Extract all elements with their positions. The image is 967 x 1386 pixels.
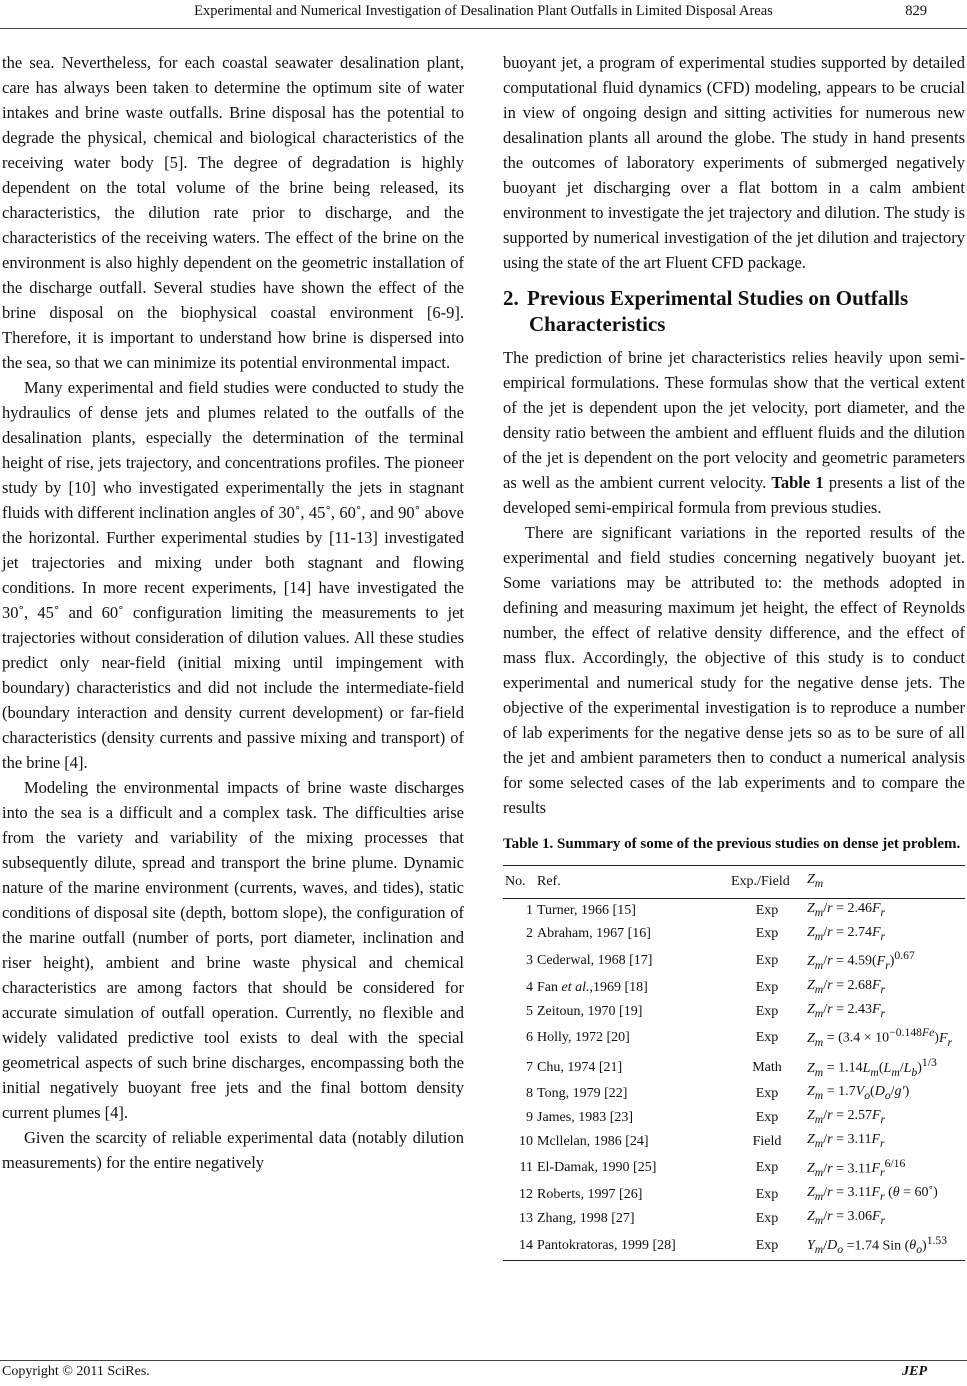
- cell-no: 3: [526, 953, 533, 969]
- s2-a-text: The prediction of brine jet characteristics relies heavily upon semi-empirical formulations. These formulas show that the vertical extent of the jet is dependent upon the jet velocity, port diameter, and the density ratio between the ambient and effluent fluids and the dilution of the jet is dependent on the port velocity and geometric parameters as well as the ambient current velocity.: [503, 348, 965, 492]
- journal-abbrev: JEP: [902, 1364, 927, 1379]
- section-title-line1: Previous Experimental Studies on Outfalls: [527, 286, 909, 310]
- cell-ref: Zeitoun, 1970 [19]: [537, 1003, 643, 1019]
- table-row: [503, 1000, 965, 1024]
- table-caption: Table 1. Summary of some of the previous studies on dense jet problem.: [503, 836, 961, 852]
- cell-ref: James, 1983 [23]: [537, 1110, 634, 1126]
- cell-zm: $Z_m/r = 3.11F_r^{6/16}$: [807, 1156, 906, 1180]
- running-title: Experimental and Numerical Investigation of Desalination Plant Outfalls in Limited Disposal Areas: [194, 3, 773, 19]
- table-row: [503, 976, 965, 1000]
- cell-ref: Cederwal, 1968 [17]: [537, 953, 653, 969]
- cell-ref: Turner, 1966 [15]: [537, 902, 636, 918]
- table-row: [503, 1106, 965, 1130]
- cell-no: 5: [526, 1003, 533, 1019]
- cell-ref: El-Damak, 1990 [25]: [537, 1160, 657, 1176]
- table-row: [503, 923, 965, 947]
- cell-ref: Holly, 1972 [20]: [537, 1030, 630, 1046]
- paragraph-2: Many experimental and field studies were conducted to study the hydraulics of dense jets and plumes related to the outfalls of the desalination plants, especially the determination of the terminal height of rise, jets trajectory, and concentrations profiles. The pioneer study by [10] who investigated experimentally the jets in stagnant fluids with different inclination angles of 30˚, 45˚, 60˚, and 90˚ above the horizontal. Further experimental studies by [11-13] investigated jet trajectories and mixing under both stagnant and flowing conditions. In more recent experiments, [14] have investigated the 30˚, 45˚ and 60˚ configuration limiting the measurements to jet trajectories without consideration of dilution values. All these studies predict only near-field (initial mixing until impingement with boundary) characteristics and did not include the intermediate-field (boundary interaction and density current development) or far-field characteristics (density currents and passive mixing and transport) of the brine [4].: [2, 378, 464, 772]
- cell-ref: Zhang, 1998 [27]: [537, 1210, 635, 1226]
- cell-zm: $Z_m/r = 2.46F_r$: [807, 900, 886, 919]
- cell-ref: Pantokratoras, 1999 [28]: [535, 1231, 729, 1261]
- header-zm: $Z_m$: [805, 866, 965, 899]
- cell-type: Exp: [755, 953, 779, 969]
- table-row: [503, 1082, 965, 1106]
- cell-no: 9: [526, 1110, 533, 1126]
- cell-no: 10: [519, 1133, 533, 1149]
- paragraph-3: Modeling the environmental impacts of brine waste discharges into the sea is a difficult and a complex task. The difficulties arise from the variety and variability of the mixing processes that subsequently dilute, spread and transport the brine plume. Dynamic nature of the marine environment (currents, waves, and tides), static conditions of disposal site (depth, bottom slope), the configuration of the marine outfall (number of ports, port diameter, inclination and riser height), ambient and brine waste physical and chemical characteristics are among factors that should be considered for accurate simulation of outfall operation. Currently, no flexible and widely validated predictive tool exists to deal with the special geometrical aspects of such brine discharges, encompassing both the initial negatively buoyant free jets and the final bottom density current plumes [4].: [2, 778, 464, 1122]
- cell-no: 8: [526, 1086, 533, 1102]
- header-no: No.: [503, 866, 535, 899]
- s2-a-text-end: presents a list of the developed semi-empirical formula from previous studies.: [503, 473, 965, 517]
- table-row: [503, 1023, 965, 1052]
- table-reference: Table 1: [771, 473, 824, 492]
- cell-type: Exp: [755, 1003, 779, 1019]
- table-row: [503, 1154, 965, 1183]
- right-column: [503, 50, 965, 1261]
- cell-no: 14: [503, 1231, 535, 1261]
- cell-no: 1: [526, 902, 533, 918]
- header-ref: Ref.: [535, 866, 729, 899]
- cell-type: Math: [752, 1059, 782, 1075]
- cell-no: 7: [526, 1059, 533, 1075]
- paragraph-s2-a: [503, 345, 965, 520]
- table-row: [503, 898, 965, 922]
- paragraph-1: the sea. Nevertheless, for each coastal seawater desalination plant, care has always been taken to determine the optimum site of water intakes and brine waste outfalls. Brine disposal has the potential to degrade the physical, chemical and biological characteristics of the receiving water body [5]. The degree of degradation is highly dependent on the total volume of the brine being released, its characteristics, the dilution rate prior to discharge, and the characteristics of the receiving waters. The effect of the brine on the environment is also highly dependent on the geometric installation of the discharge outfall. Several studies have shown the effect of the brine disposal on the biophysical coastal environment [6-9]. Therefore, it is important to understand how brine is dispersed into the sea, so that we can minimize its potential environmental impact.: [2, 53, 464, 372]
- cell-ref: Fan et al.,1969 [18]: [537, 979, 648, 995]
- section-title-line2: Characteristics: [529, 312, 666, 336]
- cell-zm: $Y_m/D_o =1.74$ Sin $(\theta_o)^{1.53}$: [805, 1231, 965, 1261]
- cell-type: Exp: [755, 1086, 779, 1102]
- cell-zm: $Z_m/r = 2.68F_r$: [807, 977, 886, 996]
- table-row: [503, 1130, 965, 1154]
- paragraph-intro: buoyant jet, a program of experimental studies supported by detailed computational fluid dynamics (CFD) modeling, appears to be crucial in view of ongoing design and sitting activities for numerous new desalination plants all around the globe. The study in hand presents the outcomes of laboratory experiments of submerged negatively buoyant jet discharging over a flat bottom in a calm ambient environment to investigate the jet trajectory and dilution. The study is supported by numerical investigation of the jet dilution and trajectory using the state of the art Fluent CFD package.: [503, 53, 965, 272]
- cell-no: 12: [519, 1187, 533, 1203]
- table-1: [503, 865, 965, 1261]
- cell-no: 6: [526, 1030, 533, 1046]
- cell-type: Exp: [755, 1110, 779, 1126]
- cell-type: Exp: [755, 1187, 779, 1203]
- cell-zm: $Z_m/r = 3.11F_r$: [807, 1131, 885, 1150]
- cell-no: 11: [519, 1160, 533, 1176]
- cell-no: 13: [519, 1210, 533, 1226]
- cell-type: Exp: [755, 979, 779, 995]
- cell-ref: Tong, 1979 [22]: [537, 1086, 628, 1102]
- cell-zm: $Z_m/r = 2.57F_r$: [807, 1108, 886, 1126]
- running-head: [0, 0, 967, 30]
- cell-zm: $Z_m/r = 3.06F_r$: [807, 1208, 886, 1227]
- cell-ref: Roberts, 1997 [26]: [537, 1187, 643, 1203]
- paragraph-4: Given the scarcity of reliable experimental data (notably dilution measurements) for the entire negatively: [2, 1128, 464, 1172]
- table-row: [503, 1183, 965, 1207]
- table-row: [503, 946, 965, 975]
- header-rule: [0, 28, 967, 29]
- cell-ref: Mcllelan, 1986 [24]: [537, 1133, 649, 1149]
- table-row: [503, 1053, 965, 1082]
- paragraph-s2-b: There are significant variations in the reported results of the experimental and field studies concerning negatively buoyant jet. Some variations may be attributed to: the methods adopted in defining and measuring maximum jet height, the effect of Reynolds number, the effect of relative density difference, and the effect of mass flux. Accordingly, the objective of this study is to conduct experimental and numerical study for the negative dense jets. The objective of the experimental investigation is to reproduce a number of lab experiments for the negative dense jets so as to be sure of all the jet and ambient parameters then to conduct a numerical analysis for some selected cases of the lab experiments and to compare the results: [503, 523, 965, 817]
- section-heading: [503, 285, 965, 337]
- table-row: [503, 1207, 965, 1231]
- cell-ref: Abraham, 1967 [16]: [537, 926, 651, 942]
- left-column: [2, 50, 464, 1175]
- cell-no: 2: [526, 926, 533, 942]
- cell-type: Exp: [755, 902, 779, 918]
- cell-zm: $Z_m = 1.14L_m(L_m/L_b)^{1/3}$: [807, 1055, 937, 1079]
- cell-zm: $Z_m/r = 4.59(F_r)^{0.67}$: [807, 949, 915, 972]
- cell-type: Exp: [755, 1160, 779, 1176]
- cell-type: Exp: [755, 926, 779, 942]
- footer-rule: [0, 1360, 967, 1361]
- cell-ref: Chu, 1974 [21]: [537, 1059, 623, 1075]
- cell-type: Field: [752, 1133, 782, 1149]
- cell-zm: $Z_m/r = 3.11F_r$ (θ = 60˚): [807, 1185, 938, 1203]
- copyright: Copyright © 2011 SciRes.: [2, 1364, 150, 1379]
- cell-type: Exp: [755, 1030, 779, 1046]
- cell-zm: $Z_m/r = 2.74F_r$: [807, 924, 886, 943]
- cell-type: Exp: [755, 1210, 779, 1226]
- cell-zm: $Z_m/r = 2.43F_r$: [807, 1001, 886, 1020]
- cell-type: Exp: [729, 1231, 805, 1261]
- table-header-row: [503, 866, 965, 899]
- page-number: 829: [905, 3, 927, 19]
- header-type: Exp./Field: [729, 866, 805, 899]
- cell-zm: $Z_m = 1.7V_o(D_o/g')$: [807, 1084, 910, 1103]
- section-number: 2.: [503, 286, 519, 310]
- table-row: [503, 1231, 965, 1261]
- cell-zm: $Z_m = (3.4 \times 10^{-0.148Fe})F_r$: [807, 1026, 953, 1049]
- cell-no: 4: [526, 979, 533, 995]
